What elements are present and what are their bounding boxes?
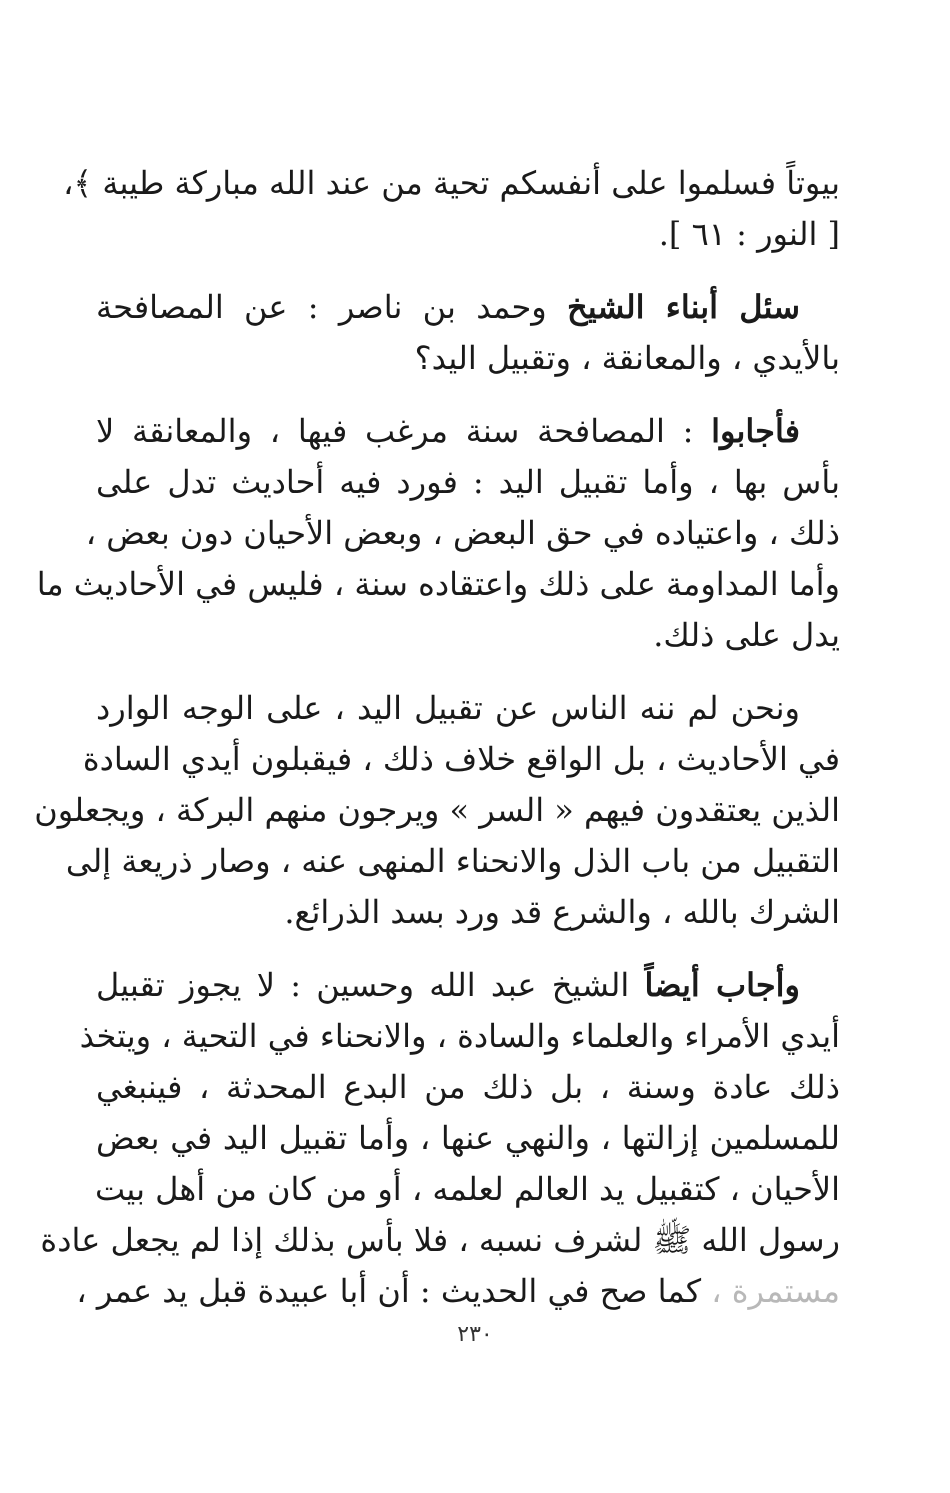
faded-text: مستمرة ، bbox=[711, 1272, 840, 1310]
text-line: وأما المداومة على ذلك واعتقاده سنة ، فليس في الأحاديث ما bbox=[36, 565, 840, 603]
text-line: بالأيدي ، والمعانقة ، وتقبيل اليد؟ bbox=[414, 339, 840, 377]
bold-lead: فأجابوا bbox=[711, 412, 800, 450]
paragraph-answer bbox=[36, 406, 840, 661]
text-line: رسول الله ﷺ لشرف نسبه ، فلا بأس بذلك إذا لم يجعل عادة bbox=[40, 1221, 840, 1259]
paragraph-second-answer bbox=[40, 960, 841, 1317]
text-line: أيدي الأمراء والعلماء والسادة ، والانحناء في التحية ، ويتخذ bbox=[79, 1017, 840, 1055]
page-body bbox=[34, 158, 841, 1317]
text-line: ذلك عادة وسنة ، بل ذلك من البدع المحدثة ، فينبغي bbox=[96, 1068, 841, 1106]
bold-lead: وأجاب أيضاً bbox=[644, 966, 801, 1004]
text-line: وأجاب أيضاً الشيخ عبد الله وحسين : لا يجوز تقبيل bbox=[96, 966, 801, 1004]
text-line: في الأحاديث ، بل الواقع خلاف ذلك ، فيقبلون أيدي السادة bbox=[82, 740, 840, 778]
bold-lead: سئل أبناء الشيخ bbox=[567, 288, 801, 326]
text-line: الشرك بالله ، والشرع قد ورد بسد الذرائع. bbox=[284, 893, 840, 931]
page-number: ٢٣٠ bbox=[457, 1322, 493, 1347]
text-line: فأجابوا : المصافحة سنة مرغب فيها ، والمعانقة لا bbox=[96, 412, 800, 450]
text-line: ونحن لم ننه الناس عن تقبيل اليد ، على الوجه الوارد bbox=[96, 689, 800, 727]
text-line: التقبيل من باب الذل والانحناء المنهى عنه ، وصار ذريعة إلى bbox=[65, 842, 840, 880]
text-line: بيوتاً فسلموا على أنفسكم تحية من عند الله مباركة طيبة ﴾، bbox=[63, 164, 840, 202]
text-line: للمسلمين إزالتها ، والنهي عنها ، وأما تقبيل اليد في بعض bbox=[96, 1119, 840, 1157]
text-line: الذين يعتقدون فيهم « السر » ويرجون منهم البركة ، ويجعلون bbox=[34, 791, 840, 829]
text-line: يدل على ذلك. bbox=[653, 616, 840, 654]
paragraph-quran-quote bbox=[63, 158, 840, 260]
paragraph-question bbox=[96, 282, 840, 384]
text-line: ذلك ، واعتياده في حق البعض ، وبعض الأحيان دون بعض ، bbox=[85, 514, 840, 552]
text-line: [ النور : ٦١ ]. bbox=[658, 215, 840, 253]
text-line: بأس بها ، وأما تقبيل اليد : فورد فيه أحاديث تدل على bbox=[96, 463, 840, 501]
paragraph-commentary bbox=[34, 683, 840, 938]
text-line: مستمرة ، كما صح في الحديث : أن أبا عبيدة قبل يد عمر ، bbox=[76, 1272, 840, 1310]
text-line: سئل أبناء الشيخ وحمد بن ناصر : عن المصافحة bbox=[96, 288, 801, 326]
text-line: الأحيان ، كتقبيل يد العالم لعلمه ، أو من كان من أهل بيت bbox=[95, 1170, 840, 1208]
